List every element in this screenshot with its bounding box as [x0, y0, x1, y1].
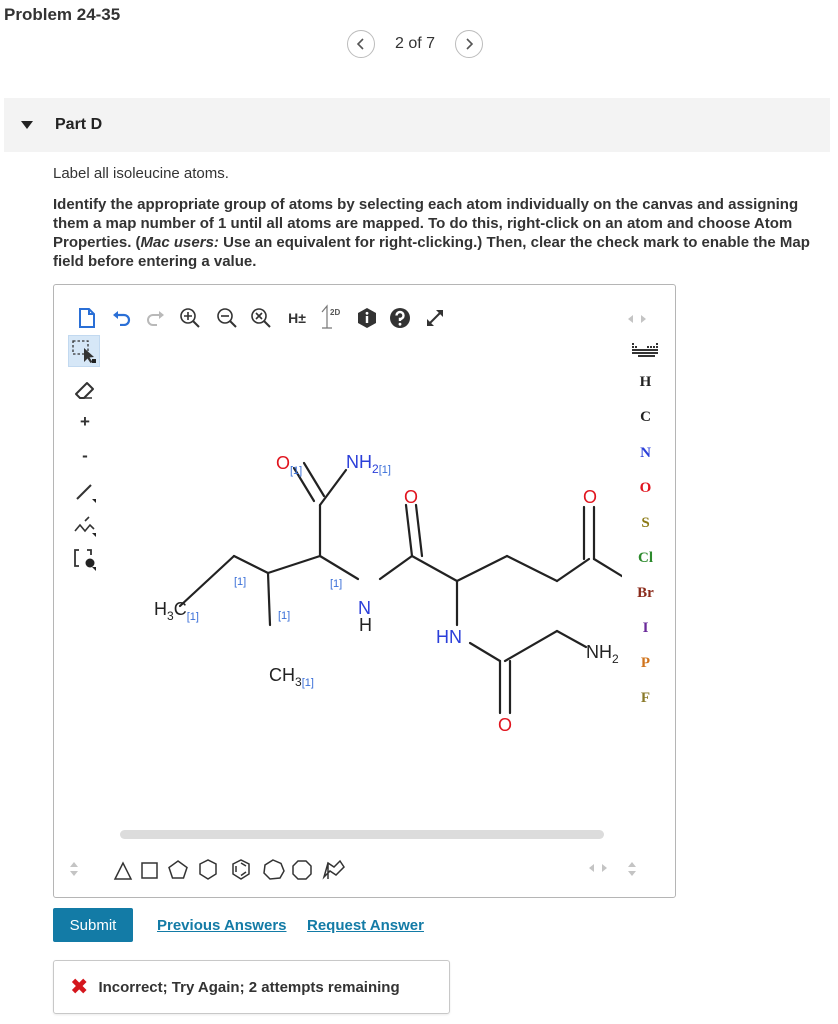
instructions: [53, 195, 828, 271]
atom-h3c-h: H: [154, 599, 167, 619]
atom-o-carbonyl[interactable]: O: [276, 453, 291, 473]
element-n[interactable]: N: [640, 445, 651, 461]
prev-button[interactable]: [347, 30, 375, 58]
feedback-text: Incorrect; Try Again; 2 attempts remaining: [98, 978, 400, 996]
periodic-table-button[interactable]: [628, 337, 662, 363]
atom-nh2-top[interactable]: [346, 452, 391, 476]
element-h[interactable]: H: [639, 374, 652, 390]
select-tool[interactable]: [68, 335, 100, 367]
map-alpha-carbon: [1]: [330, 578, 343, 590]
map-ethyl-ch2: [1]: [234, 576, 247, 588]
drawing-canvas[interactable]: [102, 325, 622, 845]
benzene-icon[interactable]: [233, 860, 249, 879]
part-label: Part D: [55, 116, 103, 133]
map-beta-carbon: [1]: [278, 610, 291, 622]
part-header[interactable]: [4, 98, 830, 152]
ring-templates: [112, 857, 392, 885]
atom-o-amide[interactable]: O: [404, 487, 419, 507]
elements-scroll[interactable]: [622, 855, 642, 883]
shapes-scroll-left[interactable]: [64, 855, 84, 883]
prompt-text: Label all isoleucine atoms.: [53, 165, 229, 182]
template-tool[interactable]: [70, 545, 100, 573]
instructions-mac: Mac users:: [140, 234, 219, 251]
selection-icon: [71, 338, 97, 364]
shapes-scroll-right[interactable]: [586, 859, 610, 877]
cyclohexane-icon[interactable]: [200, 860, 216, 879]
scroll-left-right-icon: [587, 863, 609, 873]
toggle-hydrogens-label: H±: [288, 310, 306, 326]
element-cl[interactable]: Cl: [638, 550, 653, 566]
incorrect-x-icon: ✖: [70, 974, 89, 999]
atom-o-bottom[interactable]: O: [498, 715, 513, 735]
molecule-labels: [154, 452, 622, 735]
atom-h3c-sub: 3: [167, 609, 174, 623]
scroll-up-down-icon: [627, 860, 637, 878]
element-f[interactable]: F: [640, 690, 651, 706]
atom-hn[interactable]: HN: [436, 627, 462, 647]
chevron-right-icon: [464, 38, 474, 50]
element-p[interactable]: P: [640, 655, 651, 671]
atom-ch3-main: CH: [269, 665, 295, 685]
previous-answers-link[interactable]: Previous Answers: [157, 917, 287, 934]
pager-text: 2 of 7: [395, 35, 436, 52]
atom-o-acid[interactable]: O: [583, 487, 598, 507]
atom-h3c[interactable]: [154, 599, 199, 623]
atom-n-amide[interactable]: N: [358, 598, 371, 618]
atom-nh2-bottom-main: NH: [586, 642, 612, 662]
atom-h-amide: H: [359, 615, 372, 635]
charge-plus-label: +: [80, 412, 90, 431]
cyclopropane-icon[interactable]: [115, 863, 131, 879]
chevron-left-icon: [356, 38, 366, 50]
element-s[interactable]: S: [641, 515, 650, 531]
clean-2d-label: 2D: [330, 308, 341, 317]
charge-minus-label: -: [82, 446, 88, 465]
top-toolbar: [54, 285, 675, 325]
chair-conformation-icon[interactable]: [324, 861, 344, 879]
single-bond-tool[interactable]: [70, 477, 100, 505]
atom-nh2-bottom-sub: 2: [612, 652, 619, 666]
submit-button[interactable]: Submit: [53, 908, 133, 942]
instructions-part2: Use an equivalent for right-clicking.) Then, clear the check mark to enable the Map field before entering a value.: [53, 234, 810, 270]
element-i[interactable]: I: [642, 620, 649, 636]
atom-ch3-sub: 3: [295, 675, 302, 689]
eraser-icon: [74, 379, 96, 401]
periodic-table-icon: [631, 342, 659, 358]
map-h3c: [1]: [186, 611, 199, 623]
single-bond-icon: [73, 479, 97, 503]
atom-nh2-top-sub: 2: [372, 462, 379, 476]
charge-minus-tool[interactable]: [72, 443, 98, 469]
next-button[interactable]: [455, 30, 483, 58]
erase-tool[interactable]: [70, 375, 100, 405]
redo-icon: [145, 310, 165, 326]
element-c[interactable]: C: [640, 409, 651, 425]
chain-tool[interactable]: [70, 511, 100, 539]
template-bracket-icon: [73, 547, 97, 571]
atom-ch3[interactable]: [269, 665, 314, 689]
atom-nh2-top-main: NH: [346, 452, 372, 472]
bottom-toolbar: [54, 845, 675, 895]
atom-h3c-c: C: [173, 599, 187, 619]
map-ch3: [1]: [301, 677, 314, 689]
molecule-bonds: [180, 463, 622, 713]
cyclooctane-icon[interactable]: [293, 861, 311, 879]
element-panel: [614, 285, 677, 897]
scroll-up-down-icon: [69, 860, 79, 878]
request-answer-link[interactable]: Request Answer: [307, 917, 424, 934]
instructions-part1: Identify the appropriate group of atoms by selecting each atom individually on the canvas and assigning them a map number of 1 until all atoms are mapped. To do this, right-click on an atom and choose Atom Properties. (: [53, 196, 799, 251]
chain-icon: [73, 513, 97, 537]
map-o-carbonyl: [1]: [290, 465, 303, 477]
element-o[interactable]: O: [639, 480, 652, 496]
map-nh2-top: [1]: [378, 464, 391, 476]
cyclopentane-icon[interactable]: [169, 861, 187, 878]
collapse-caret-icon: [21, 121, 33, 129]
molecule-editor: [53, 284, 676, 898]
cycloheptane-icon[interactable]: [264, 860, 284, 879]
cyclobutane-icon[interactable]: [142, 863, 157, 878]
feedback-box: [53, 960, 450, 1014]
charge-plus-tool[interactable]: [72, 409, 98, 435]
pager: [347, 30, 483, 58]
problem-title: Problem 24-35: [4, 5, 121, 24]
element-br[interactable]: Br: [637, 585, 654, 601]
undo-icon: [112, 310, 132, 326]
horizontal-scrollbar[interactable]: [120, 830, 604, 839]
